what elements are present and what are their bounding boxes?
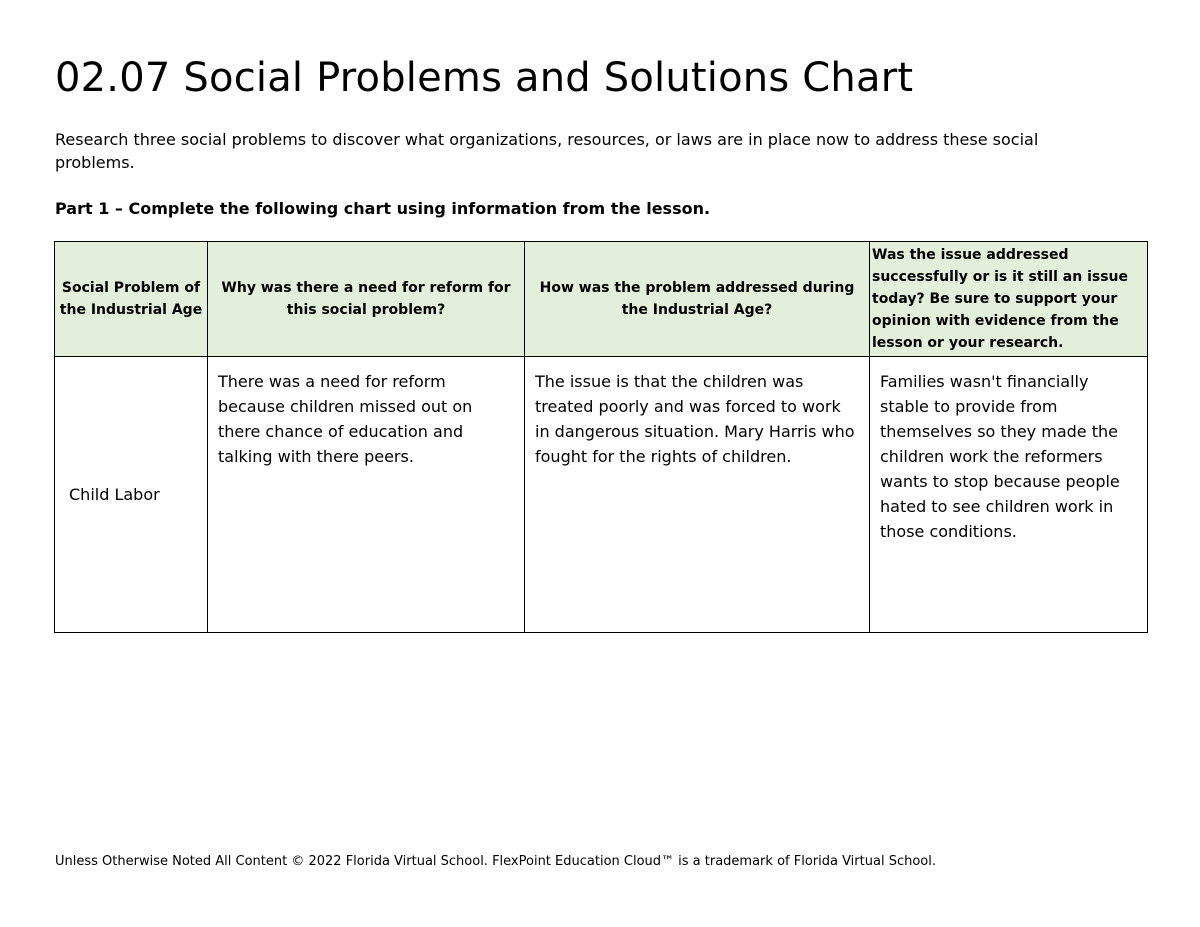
header-how-addressed: How was the problem addressed during the Industrial Age? (525, 242, 870, 357)
cell-how-addressed[interactable]: The issue is that the children was treated poorly and was forced to work in dangerous situation. Mary Harris who fought for the rights of children. (525, 357, 870, 633)
social-problems-chart (54, 241, 1148, 633)
cell-social-problem[interactable]: Child Labor (55, 357, 208, 633)
page-title: 02.07 Social Problems and Solutions Chart (55, 55, 914, 101)
cell-addressed-successfully[interactable]: Families wasn't financially stable to provide from themselves so they made the children work the reformers wants to stop because people hated to see children work in those conditions. (870, 357, 1148, 633)
copyright-footer: Unless Otherwise Noted All Content © 2022 Florida Virtual School. FlexPoint Education Cloud™ is a trademark of Florida Virtual School. (55, 854, 936, 869)
header-need-for-reform: Why was there a need for reform for this social problem? (208, 242, 525, 357)
header-social-problem: Social Problem of the Industrial Age (55, 242, 208, 357)
cell-need-for-reform[interactable]: There was a need for reform because children missed out on there chance of education and talking with there peers. (208, 357, 525, 633)
header-addressed-successfully: Was the issue addressed successfully or is it still an issue today? Be sure to support your opinion with evidence from the lesson or your research. (870, 242, 1148, 357)
part-heading: Part 1 – Complete the following chart using information from the lesson. (55, 199, 711, 218)
table-row (55, 357, 1148, 633)
chart-header-row (55, 242, 1148, 357)
intro-text: Research three social problems to discover what organizations, resources, or laws are in place now to address these social problems. (55, 130, 1039, 172)
